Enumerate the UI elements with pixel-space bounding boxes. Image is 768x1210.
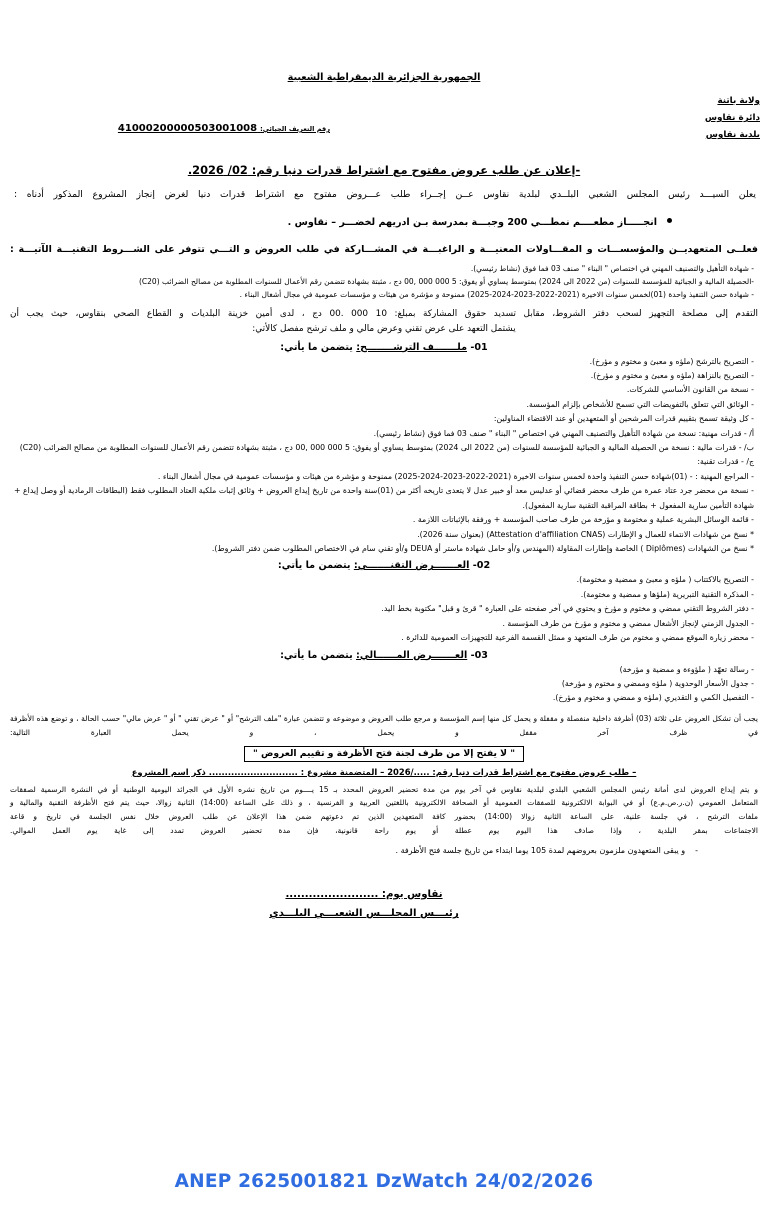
signature-place-date: نقاوس يوم: ........................: [285, 889, 443, 901]
envelope-subtitle: – طلب عروض مفتوح مع اشتراط قدرات دنيا رقم: ...../2026 – المتضمنة مشروع : ............................ ذكر اسم المشروع: [131, 766, 637, 777]
intro-paragraph: يعلن السيـــد رئيس المجلس الشعبي البلــدي لبلدية نقاوس عــن إجــراء طلب عـــروض مفتوح مع اشتراط قدرات دنيا لغرض إنجاز المشروع المذكور أدناه :: [14, 189, 756, 200]
republic-header-text: الجمهورية الجزائرية الديمقراطية الشعبية: [287, 72, 481, 83]
conditions-list: [0, 262, 768, 301]
section-item: - قائمة الوسائل البشرية عملية و مختومة و مؤرخة من طرف صاحب المؤسسة + ورفقة بالإثباتات اللازمة .: [412, 515, 754, 525]
section-item: - جدول الأسعار الوحدوية ( ملؤه وممضي و مختوم و مؤرخة): [561, 678, 754, 688]
deadline-line: و يتم إيداع العروض لدى أمانة رئيس المجلس الشعبي البلدي لبلدية نقاوس في آخر يوم من مدة تحضير العروض المحدد بـ 15 يــــوم من تاريخ نشره الأول في الجرائد اليومية الوطنية أو في النشرة الرسمية لصفقات: [10, 784, 758, 794]
section-item: ب/ - قدرات مالية : نسخة من الحصيلة المالية و الجبائية للمؤسسة للسنوات (من 2022 الى 2024) بمتوسط يساوي أو يفوق: 5 000 000 ,00 دج ، مثبتة بشهادة تتضمن رقم الأعمال للسنوات المطلوبة من مصالح الضرائب (C20): [19, 443, 754, 453]
section-body-candidature: [0, 355, 768, 557]
deadline-paragraph: [0, 783, 768, 839]
envelope-phrase-text: " لا يفتح إلا من طرف لجنة فتح الأظرفة و تقييم العروض ": [244, 746, 524, 762]
envelope-instructions: يجب أن تشكل العروض على ثلاثة (03) أظرفة داخلية منفصلة و مقفلة و يحمل كل منها إسم المؤسسة و مرجع طلب العروض و موضوعه و تتضمن عبارة "ملف الترشح" أو " عرض تقني " أو " عرض مالي" حسب الحالة ، و توضع هذه الأظرفة في ظرف آخر مقفل و يحمل ، و يحمل العبارة التالية:: [10, 713, 758, 737]
section-item: ج/ - قدرات تقنية:: [697, 457, 754, 467]
signature-block: [0, 885, 768, 924]
section-item: - دفتر الشروط التقني ممضي و مختوم و مؤرخ و يحتوي في آخر صفحته على العبارة " قرئ و قبل" مكتوبة بخط اليد.: [381, 604, 754, 614]
deadline-line: الاجتماعات بمقر البلدية ، وإذا صادف هذا اليوم يوم عطلة أو يوم راحة قانونية، فإن مدة تحضير العروض تمدد إلى غاية يوم العمل الموالي.: [10, 826, 758, 836]
envelope-phrase-box: [0, 746, 768, 762]
section-body-technical: [0, 573, 768, 645]
fiscal-id-block: [118, 123, 330, 134]
submission-structure-paragraph: يشتمل التعهد على عرض تقني وعرض مالي و ملف ترشح مفصل كالأتي:: [252, 324, 516, 335]
section-item: - نسخة من القانون الأساسي للشركات.: [626, 385, 754, 395]
section-name: العـــــــرض التقنـــــــي:: [353, 560, 470, 572]
bullet-icon: [667, 218, 672, 223]
administration-block: [705, 93, 760, 144]
condition-item: -الحصيلة المالية و الجبائية للمؤسسة للسنوات (من 2022 الى 2024) بمتوسط يساوي أو يفوق: 5 000 000 ,00 دج ، مثبتة بشهادة تتضمن رقم الأعمال للسنوات المطلوبة من مصالح الضرائب (C20): [138, 277, 754, 286]
page-title-text: -إعلان عن طلب عروض مفتوح مع اشتراط قدرات دنيا رقم: 02/ 2026.: [187, 163, 581, 177]
page-title: [0, 163, 768, 177]
daira-line: دائرة نقاوس: [704, 113, 760, 124]
deadline-line: ملفات الترشح ، في جلسة علنية، على الساعة الثانية زوالا (14:00) بحضور كافة المتعهدين الذين تم دعوتهم ضمن هذا الإعلان عن طلب العروض خلال نفس الجلسة في تاريخ و قاعة: [10, 812, 758, 822]
fiscal-id-value: 41000200000503001008: [117, 123, 258, 134]
section-heading-candidature: [0, 342, 768, 353]
tender-notice-page: [0, 72, 768, 1210]
section-suffix: يتضمن ما يأتي:: [280, 649, 353, 661]
section-suffix: يتضمن ما يأتي:: [280, 341, 353, 353]
deadline-line: المتعامل العمومي (ن.ر.ص.م.ع) أو في البوابة الالكترونية للصفقات العمومية أو الصحافة الالكترونية باللغتين العربية و الفرنسية ، و ذلك على الساعة (14:00) الثانية زوالا، حيث يتم فتح الأظرفة التقنية والمالية و: [10, 798, 758, 808]
section-item: - التصريح بالنزاهة (ملؤه و معبئ و مختوم و مؤرخ).: [590, 370, 754, 380]
project-bullet-row: [0, 217, 768, 228]
section-heading-technical: [0, 560, 768, 571]
anep-footer: [0, 1171, 768, 1192]
fiscal-id-label: رقم التعريف الجبائي:: [260, 125, 330, 133]
section-item: أ/ - قدرات مهنية: نسخة من شهادة التأهيل والتصنيف المهني في اختصاص " البناء " صنف 03 فما فوق (نشاط رئيسي).: [373, 428, 754, 438]
section-item: - المذكرة التقنية التبريرية (ملؤها و ممضية و مختومة).: [580, 589, 754, 599]
anep-reference: ANEP 2625001821 DzWatch 24/02/2026: [174, 1171, 594, 1192]
section-heading-financial: [0, 650, 768, 661]
section-suffix: يتضمن ما يأتي:: [277, 560, 351, 572]
section-item: * نسخ من شهادات الانتماء للعمال و الإطارات (Attestation d'affiliation CNAS) (بعنوان سنة 2026).: [417, 529, 754, 539]
conditions-intro: فعلــى المتعهديــن والمؤسســـات و المقـــاولات المعنيـــة و الراغبـــة في المشـــاركة في طلب العروض و التـــي تتوفر على الشـــروط التقنيـــة الآتيـــة :: [10, 243, 758, 255]
section-body-financial: [0, 663, 768, 706]
section-item: - كل وثيقة تسمح بتقييم قدرات المرشحين أو المتعهدين أو عند الاقتضاء المناولين:: [493, 414, 754, 424]
condition-item: - شهادة التأهيل والتصنيف المهني في اختصاص " البناء " صنف 03 فما فوق (نشاط رئيسي).: [470, 263, 754, 273]
section-number: 02-: [472, 560, 491, 572]
section-item: - الوثائق التي تتعلق بالتفويضات التي تسمح للأشخاص بإلزام المؤسسة.: [526, 399, 754, 409]
section-item: - الجدول الزمني لإنجاز الأشغال ممضي و مختوم و مؤرخ من طرف المؤسسة .: [502, 618, 754, 628]
section-name: ملـــــــف الترشــــــــح:: [356, 341, 468, 353]
section-item: * نسخ من الشهادات (Diplômes ) الخاصة وإطارات المقاولة (المهندس و/أو حامل شهادة ماستر أو DEUA و/أو تقني سام في الاختصاص المطلوب ضمن دفتر الشروط).: [211, 544, 754, 554]
section-item: - التصريح بالاكتتاب ( ملؤه و معبئ و ممضية و مختومة).: [576, 575, 754, 585]
republic-header: [0, 72, 768, 83]
project-description: انجـــــاز مطعــــم نمطـــي 200 وجبـــة بمدرسة بـن ادريهم لخضـــر – نقاوس .: [287, 216, 657, 228]
validity-text: و يبقى المتعهدون ملزمون بعروضهم لمدة 105 يوما ابتداء من تاريخ جلسة فتح الأظرفة .: [395, 846, 686, 856]
section-item: - المراجع المهنية : - (01)شهادة حسن التنفيذ واحدة لخمس سنوات الاخيرة (2021-2022-2023-2024-2025) ممنوحة و مؤشرة من هيئات و مؤسسات عمومية في مجال أشغال البناء .: [157, 471, 754, 481]
dash-marker: -: [695, 846, 698, 856]
section-item: - التصريح بالترشح (ملؤه و معبئ و مختوم و مؤرخ).: [589, 356, 754, 366]
participation-fee-paragraph: التقدم إلى مصلحة التجهيز لسحب دفتر الشروط، مقابل تسديد حقوق المشاركة بمبلغ: 10 000 .00 دج ، لدى أمين خزينة البلديات و القطاع الصحي بنقاوس، حيث يجب أن: [10, 309, 758, 320]
section-item: - نسخة من محضر جرد عتاد عمرة من طرف محضر قضائي أو عدليس معد أو خبير عدل لا يتعدى تاريخه أكثر من (01)سنة واحدة من تاريخ إيداع العروض + وثائق إثبات ملكية العتاد المطلوب فقط (البطاقات الرمادية أو وصل إيداع + شهادة التأمين سارية المفعول + بطاقة المراقبة التقنية سارية المفعول).: [14, 486, 754, 510]
section-item: - محضر زيارة الموقع ممضي و مختوم من طرف المتعهد و ممثل القسمة الفرعية للتجهيزات العمومية للدائرة .: [401, 633, 754, 643]
section-number: 03-: [470, 649, 488, 661]
header-row: [0, 93, 768, 149]
section-name: العـــــــرض المــــــالي:: [356, 649, 468, 661]
signature-title: رئيـــس المجلـــس الشعبـــي البلـــدي: [269, 908, 459, 920]
section-item: - رسالة تعهّد ( ملؤوءة و ممضية و مؤرخة): [619, 664, 754, 674]
condition-item: - شهادة حسن التنفيذ واحدة (01)لخمس سنوات الاخيرة (2021-2022-2023-2024-2025) ممنوحة و مؤشرة من هيئات و مؤسسات عمومية في مجال أشغال البناء .: [239, 290, 754, 300]
validity-row: [0, 846, 768, 855]
wilaya-line: ولاية باتنة: [717, 96, 760, 106]
baladiya-line: بلدية نقاوس: [705, 130, 760, 141]
section-item: - التفصيل الكمي و التقديري (ملؤه و ممضي و مختوم و مؤرخ).: [552, 693, 754, 703]
section-number: 01-: [470, 341, 488, 353]
